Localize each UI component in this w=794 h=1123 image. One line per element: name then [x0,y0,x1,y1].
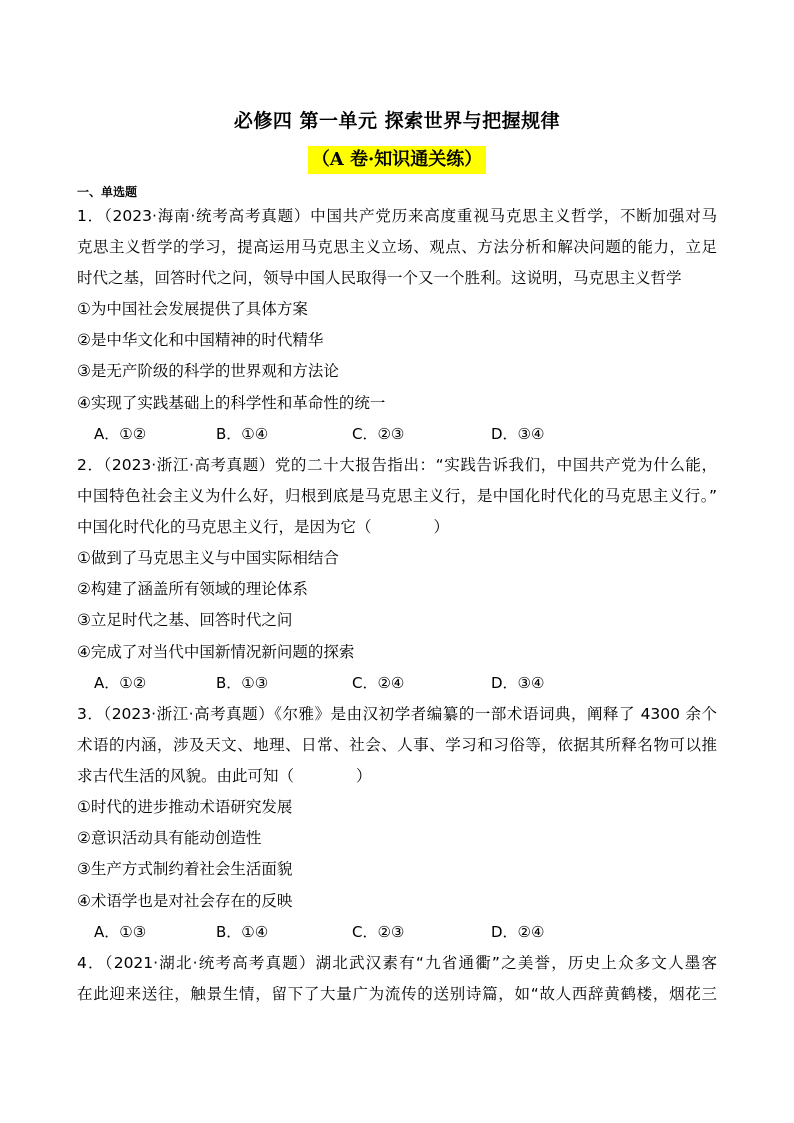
choice-b: B．①③ [216,674,269,692]
q1-stem-line: 1．（2023·海南·统考高考真题）中国共产党历来高度重视马克思主义哲学，不断加强对马 [77,207,717,225]
q1-option: ①为中国社会发展提供了具体方案 [77,300,308,318]
choice-d: D．③④ [491,674,545,692]
choice-c: C．②③ [352,425,405,443]
q1-stem-line: 时代之基，回答时代之问，领导中国人民取得一个又一个胜利。这说明，马克思主义哲学 [77,269,682,287]
choice-a: A．①② [94,674,147,692]
q2-stem-line: 中国化时代化的马克思主义行，是因为它（ ） [77,518,450,536]
q1-stem-line: 克思主义哲学的学习，提高运用马克思主义立场、观点、方法分析和解决问题的能力，立足 [77,238,717,256]
q2-option: ④完成了对当代中国新情况新问题的探索 [77,643,355,661]
choice-c: C．②④ [352,674,405,692]
document-title: 必修四 第一单元 探索世界与把握规律 [233,110,561,132]
q4-stem-line: 4．（2021·湖北·统考高考真题）湖北武汉素有“九省通衢”之美誉，历史上众多文人墨客 [77,954,717,972]
q3-option: ①时代的进步推动术语研究发展 [77,798,293,816]
q2-option: ③立足时代之基、回答时代之问 [77,611,293,629]
q3-stem-line: 术语的内涵，涉及天文、地理、日常、社会、人事、学习和习俗等，依据其所释名物可以推 [77,736,717,754]
choice-b: B．①④ [216,425,269,443]
section-heading: 一、单选题 [77,185,138,199]
choice-d: D．③④ [491,425,545,443]
q2-option: ②构建了涵盖所有领域的理论体系 [77,580,308,598]
choice-d: D．②④ [491,923,545,941]
choice-a: A．①② [94,425,147,443]
q2-stem-line: 2．（2023·浙江·高考真题）党的二十大报告指出：“实践告诉我们，中国共产党为什么能， [77,456,717,474]
q1-option: ②是中华文化和中国精神的时代精华 [77,331,324,349]
q2-option: ①做到了马克思主义与中国实际相结合 [77,549,339,567]
document-subtitle: （A 卷·知识通关练） [308,146,487,174]
q2-stem-line: 中国特色社会主义为什么好，归根到底是马克思主义行，是中国化时代化的马克思主义行。” [77,487,717,505]
choice-a: A．①③ [94,923,147,941]
q3-option: ②意识活动具有能动创造性 [77,829,262,847]
q4-stem-line: 在此迎来送往，触景生情，留下了大量广为流传的送别诗篇，如“故人西辞黄鹤楼，烟花三 [77,985,717,1003]
q3-option: ③生产方式制约着社会生活面貌 [77,860,293,878]
q1-option: ③是无产阶级的科学的世界观和方法论 [77,362,339,380]
q1-option: ④实现了实践基础上的科学性和革命性的统一 [77,394,386,412]
subtitle-wrapper [0,146,794,174]
q3-option: ④术语学也是对社会存在的反映 [77,892,293,910]
q3-stem-line: 3．（2023·浙江·高考真题）《尔雅》是由汉初学者编纂的一部术语词典，阐释了 4300 余个 [77,705,717,723]
choice-b: B．①④ [216,923,269,941]
choice-c: C．②③ [352,923,405,941]
q3-stem-line: 求古代生活的风貌。由此可知（ ） [77,767,372,785]
